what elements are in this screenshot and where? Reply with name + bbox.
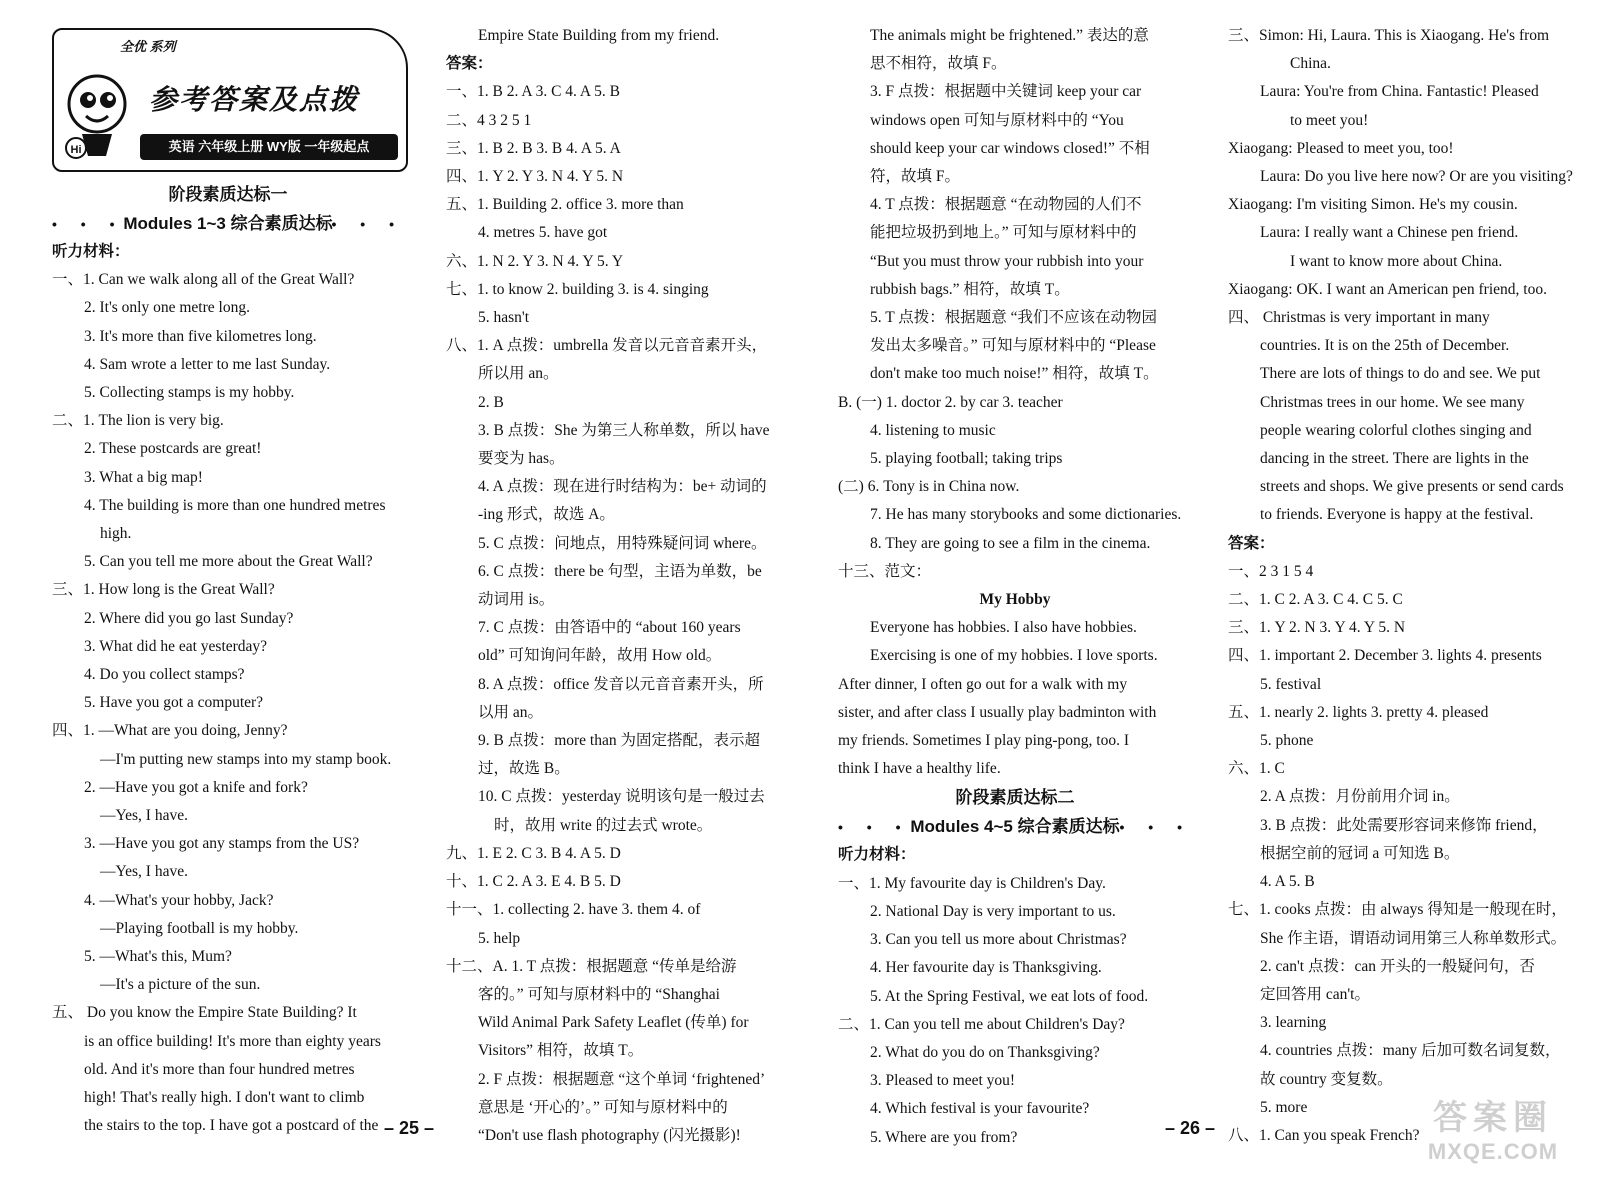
text-line: countries. It is on the 25th of December. bbox=[1260, 337, 1510, 355]
text-line: 5. Collecting stamps is my hobby. bbox=[84, 384, 295, 402]
text-line: 5. festival bbox=[1260, 675, 1322, 693]
text-line: 4. A 5. B bbox=[1260, 873, 1315, 891]
decor-dots: • • • bbox=[52, 216, 125, 232]
text-line: 阶段素质达标二 bbox=[955, 788, 1075, 808]
text-line: —I'm putting new stamps into my stamp book. bbox=[100, 750, 392, 768]
text-line: —It's a picture of the sun. bbox=[100, 976, 261, 994]
text-line: 5. At the Spring Festival, we eat lots of food. bbox=[870, 987, 1149, 1005]
text-line: 5. T 点拨：根据题意 “我们不应该在动物园 bbox=[870, 309, 1158, 327]
text-line: my friends. Sometimes I play ping-pong, too. I bbox=[838, 732, 1130, 750]
text-line: 4. Her favourite day is Thanksgiving. bbox=[870, 959, 1102, 977]
text-line: After dinner, I often go out for a walk with my bbox=[838, 675, 1128, 693]
text-line: -ing 形式，故选 A。 bbox=[478, 506, 615, 524]
text-line: 答案： bbox=[446, 55, 493, 73]
text-line: 5. Have you got a computer? bbox=[84, 694, 264, 712]
watermark bbox=[1408, 1090, 1578, 1190]
text-line: 一、1. My favourite day is Children's Day. bbox=[838, 874, 1106, 892]
text-line: 十三、范文： bbox=[838, 562, 932, 580]
text-line: 二、4 3 2 5 1 bbox=[446, 111, 532, 129]
text-line: —Playing football is my hobby. bbox=[100, 919, 299, 937]
hi-mascot-icon bbox=[62, 64, 132, 160]
text-line: 3. It's more than five kilometres long. bbox=[84, 327, 317, 345]
text-line: 二、1. C 2. A 3. C 4. C 5. C bbox=[1228, 591, 1403, 609]
text-line: “Don't use flash photography (闪光摄影)! bbox=[478, 1126, 741, 1144]
text-line: Xiaogang: Pleased to meet you, too! bbox=[1228, 139, 1454, 157]
text-line: to meet you! bbox=[1290, 111, 1369, 129]
text-line: rubbish bags.” 相符，故填 T。 bbox=[870, 280, 1070, 298]
text-line: don't make too much noise!” 相符，故填 T。 bbox=[870, 365, 1159, 383]
text-line: Xiaogang: I'm visiting Simon. He's my cousin. bbox=[1228, 196, 1518, 214]
text-line: 3. Pleased to meet you! bbox=[870, 1072, 1016, 1090]
text-line: 六、1. C bbox=[1228, 760, 1285, 778]
decor-dots: • • • bbox=[1119, 819, 1192, 836]
text-line: There are lots of things to do and see. We put bbox=[1260, 365, 1541, 383]
text-line: —Yes, I have. bbox=[100, 863, 188, 881]
text-line: high! That's really high. I don't want to climb bbox=[84, 1089, 365, 1107]
text-line: 思不相符，故填 F。 bbox=[870, 55, 1007, 73]
text-line: 故 country 变复数。 bbox=[1260, 1070, 1393, 1088]
text-line: 4. Do you collect stamps? bbox=[84, 666, 245, 684]
text-line: is an office building! It's more than eighty years bbox=[84, 1032, 381, 1050]
text-line: 2. It's only one metre long. bbox=[84, 299, 250, 317]
text-line: old” 可知询问年龄，故用 How old。 bbox=[478, 647, 722, 665]
text-line: 3. —Have you got any stamps from the US? bbox=[84, 835, 360, 853]
text-line: Exercising is one of my hobbies. I love sports. bbox=[870, 647, 1158, 665]
logo-series-text: 全优 系列 bbox=[120, 39, 176, 54]
text-line: 4. T 点拨：根据题意 “在动物园的人们不 bbox=[870, 196, 1142, 214]
text-line: 三、1. Y 2. N 3. Y 4. Y 5. N bbox=[1228, 619, 1406, 637]
text-line: 符，故填 F。 bbox=[870, 168, 960, 186]
text-line bbox=[838, 813, 1192, 841]
text-line: 八、1. Can you speak French? bbox=[1228, 1126, 1420, 1144]
text-line: 一、1. Can we walk along all of the Great Wall? bbox=[52, 271, 355, 289]
decor-dots: • • • bbox=[838, 819, 911, 836]
text-line: 5. —What's this, Mum? bbox=[84, 948, 232, 966]
text-line: 五、1. nearly 2. lights 3. pretty 4. pleased bbox=[1228, 703, 1489, 721]
text-line: Empire State Building from my friend. bbox=[478, 27, 720, 44]
text-line: 七、1. cooks 点拨：由 always 得知是一般现在时， bbox=[1228, 901, 1567, 919]
text-line: 根据空前的冠词 a 可知选 B。 bbox=[1260, 844, 1460, 862]
text-line: 意思是 ‘开心的’。” 可知与原材料中的 bbox=[478, 1098, 728, 1116]
logo-title: 参考答案及点拨 bbox=[149, 85, 360, 116]
text-line: dancing in the street. There are lights in the bbox=[1260, 450, 1529, 468]
text-line: 二、1. The lion is very big. bbox=[52, 412, 224, 430]
text-line: think I have a healthy life. bbox=[838, 760, 1001, 778]
text-line: 七、1. to know 2. building 3. is 4. singing bbox=[446, 280, 709, 298]
text-line: windows open 可知与原材料中的 “You bbox=[870, 111, 1124, 129]
text-line: Visitors” 相符，故填 T。 bbox=[478, 1042, 644, 1060]
text-line: 2. B bbox=[478, 393, 504, 411]
text-line: 3. F 点拨：根据题中关键词 keep your car bbox=[870, 83, 1142, 101]
text-line: Xiaogang: OK. I want an American pen friend, too. bbox=[1228, 280, 1547, 298]
text-line: 三、1. How long is the Great Wall? bbox=[52, 581, 275, 599]
text-line: 8. They are going to see a film in the cinema. bbox=[870, 534, 1151, 552]
text-line: 3. learning bbox=[1260, 1014, 1327, 1032]
logo-subtitle: 英语 六年级上册 WY版 一年级起点 bbox=[140, 134, 398, 160]
text-line: 四、 Christmas is very important in many bbox=[1228, 309, 1490, 327]
text-line: Laura: I really want a Chinese pen friend. bbox=[1260, 224, 1519, 242]
text-line: 3. B 点拨：She 为第三人称单数，所以 have bbox=[478, 421, 770, 439]
text-line: 6. C 点拨：there be 句型，主语为单数，be bbox=[478, 562, 762, 580]
text-line: 2. National Day is very important to us. bbox=[870, 902, 1116, 920]
text-line: 5. more bbox=[1260, 1098, 1308, 1116]
text-line: 10. C 点拨：yesterday 说明该句是一般过去 bbox=[478, 788, 765, 806]
text-line: 5. help bbox=[478, 929, 521, 947]
text-line: 2. F 点拨：根据题意 “这个单词 ‘frightened’ bbox=[478, 1070, 766, 1088]
text-line: 8. A 点拨：office 发音以元音音素开头，所 bbox=[478, 675, 764, 693]
text-line: people wearing colorful clothes singing and bbox=[1260, 421, 1532, 439]
text-line: 二、1. Can you tell me about Children's Day? bbox=[838, 1015, 1125, 1033]
column-3 bbox=[838, 22, 1192, 1152]
text-line: 要变为 has。 bbox=[478, 450, 565, 468]
text-line: 十一、1. collecting 2. have 3. them 4. of bbox=[446, 901, 701, 919]
page-number-right: – 26 – bbox=[1165, 1118, 1216, 1138]
section-subtitle: Modules 4~5 综合素质达标 bbox=[910, 817, 1120, 837]
text-line: Wild Animal Park Safety Leaflet (传单) for bbox=[478, 1014, 749, 1032]
text-line: 4. The building is more than one hundred metres bbox=[84, 496, 386, 514]
text-line: 5. Where are you from? bbox=[870, 1128, 1018, 1146]
text-line: 四、1. important 2. December 3. lights 4. presents bbox=[1228, 647, 1542, 665]
text-line: 5. playing football; taking trips bbox=[870, 450, 1063, 468]
text-line: 2. What do you do on Thanksgiving? bbox=[870, 1043, 1100, 1061]
text-line: to friends. Everyone is happy at the festival. bbox=[1260, 506, 1534, 524]
text-line: China. bbox=[1290, 55, 1331, 73]
text-line: 八、1. A 点拨：umbrella 发音以元音音素开头， bbox=[446, 337, 768, 355]
text-line: She 作主语，谓语动词用第三人称单数形式。 bbox=[1260, 929, 1567, 947]
text-line: 2. Where did you go last Sunday? bbox=[84, 609, 294, 627]
text-line bbox=[52, 210, 404, 238]
text-line: 5. hasn't bbox=[478, 309, 530, 327]
text-line: 4. Sam wrote a letter to me last Sunday. bbox=[84, 355, 331, 373]
text-line: old. And it's more than four hundred metres bbox=[84, 1060, 355, 1078]
text-line: 六、1. N 2. Y 3. N 4. Y 5. Y bbox=[446, 252, 624, 270]
text-line: 7. C 点拨：由答语中的 “about 160 years bbox=[478, 619, 741, 637]
text-line: B. (一) 1. doctor 2. by car 3. teacher bbox=[838, 393, 1063, 411]
text-line: 以用 an。 bbox=[478, 703, 544, 721]
text-line: 九、1. E 2. C 3. B 4. A 5. D bbox=[446, 844, 621, 862]
text-line: 5. phone bbox=[1260, 732, 1314, 750]
text-line: My Hobby bbox=[979, 591, 1051, 609]
text-line: 听力材料： bbox=[52, 243, 130, 260]
page-number-left: – 25 – bbox=[384, 1118, 435, 1138]
text-line: 3. B 点拨：此处需要形容词来修饰 friend， bbox=[1260, 816, 1548, 834]
text-line: 动词用 is。 bbox=[478, 591, 555, 609]
text-line: 4. listening to music bbox=[870, 421, 996, 439]
decor-dots: • • • bbox=[331, 216, 404, 232]
watermark-line-1: 答案圈 bbox=[1433, 1099, 1553, 1137]
text-line: 四、1. Y 2. Y 3. N 4. Y 5. N bbox=[446, 168, 624, 186]
text-line: I want to know more about China. bbox=[1290, 252, 1503, 270]
logo-banner bbox=[52, 28, 408, 172]
text-line: 4. —What's your hobby, Jack? bbox=[84, 891, 274, 909]
text-line: 定回答用 can't。 bbox=[1260, 985, 1370, 1003]
text-line: —Yes, I have. bbox=[100, 807, 188, 825]
text-line: 3. What a big map! bbox=[84, 468, 203, 486]
text-line: the stairs to the top. I have got a postcard of the bbox=[84, 1117, 379, 1135]
section-subtitle: Modules 1~3 综合素质达标 bbox=[123, 214, 333, 233]
text-line: “But you must throw your rubbish into your bbox=[870, 252, 1144, 270]
text-line: 4. A 点拨：现在进行时结构为：be+ 动词的 bbox=[478, 478, 767, 496]
text-line: 三、Simon: Hi, Laura. This is Xiaogang. He's from bbox=[1228, 27, 1550, 44]
text-line: Christmas trees in our home. We see many bbox=[1260, 393, 1525, 411]
text-line: 发出太多噪音。” 可知与原材料中的 “Please bbox=[870, 337, 1156, 355]
text-line: 五、 Do you know the Empire State Building? It bbox=[52, 1004, 357, 1022]
text-line: 能把垃圾扔到地上。” 可知与原材料中的 bbox=[870, 224, 1137, 242]
watermark-line-2: MXQE.COM bbox=[1427, 1139, 1559, 1164]
text-line: 4. Which festival is your favourite? bbox=[870, 1100, 1090, 1118]
text-line: 三、1. B 2. B 3. B 4. A 5. A bbox=[446, 139, 621, 157]
text-line: 时，故用 write 的过去式 wrote。 bbox=[494, 816, 713, 834]
text-line: 一、2 3 1 5 4 bbox=[1228, 562, 1314, 580]
text-line: 2. These postcards are great! bbox=[84, 440, 262, 458]
text-line: 5. C 点拨：问地点，用特殊疑问词 where。 bbox=[478, 534, 767, 552]
text-line: (二) 6. Tony is in China now. bbox=[838, 478, 1020, 496]
text-line: 过，故选 B。 bbox=[478, 760, 570, 778]
text-line: Laura: You're from China. Fantastic! Pleased bbox=[1260, 83, 1539, 101]
text-line: Laura: Do you live here now? Or are you visiting? bbox=[1260, 168, 1573, 186]
text-line: 四、1. —What are you doing, Jenny? bbox=[52, 722, 288, 740]
text-line: 2. —Have you got a knife and fork? bbox=[84, 778, 308, 796]
text-line: 4. countries 点拨：many 后加可数名词复数， bbox=[1260, 1042, 1561, 1060]
text-line: streets and shops. We give presents or send cards bbox=[1260, 478, 1564, 496]
text-line: should keep your car windows closed!” 不相 bbox=[870, 139, 1150, 157]
column-4 bbox=[1228, 22, 1580, 1150]
text-line: 7. He has many storybooks and some dictionaries. bbox=[870, 506, 1182, 524]
text-line: high. bbox=[100, 525, 132, 543]
text-line: 2. can't 点拨：can 开头的一般疑问句，否 bbox=[1260, 957, 1535, 975]
text-line: 阶段素质达标一 bbox=[168, 185, 288, 204]
text-line: 3. What did he eat yesterday? bbox=[84, 637, 268, 655]
text-line: The animals might be frightened.” 表达的意 bbox=[870, 27, 1149, 44]
text-line: 客的。” 可知与原材料中的 “Shanghai bbox=[478, 985, 720, 1003]
text-line: 十、1. C 2. A 3. E 4. B 5. D bbox=[446, 873, 621, 891]
text-line: 4. metres 5. have got bbox=[478, 224, 608, 242]
text-line: 听力材料： bbox=[838, 846, 916, 864]
text-line: 五、1. Building 2. office 3. more than bbox=[446, 196, 684, 214]
text-line: 所以用 an。 bbox=[478, 365, 559, 383]
text-line: 5. Can you tell me more about the Great Wall? bbox=[84, 553, 373, 571]
text-line: Everyone has hobbies. I also have hobbies. bbox=[870, 619, 1137, 637]
svg-text:Hi: Hi bbox=[70, 144, 82, 156]
column-1 bbox=[52, 180, 404, 1141]
text-line: 9. B 点拨：more than 为固定搭配，表示超 bbox=[478, 732, 760, 750]
text-line: 3. Can you tell us more about Christmas? bbox=[870, 931, 1127, 949]
text-line: sister, and after class I usually play badminton with bbox=[838, 703, 1157, 721]
column-2 bbox=[446, 22, 800, 1150]
text-line: 一、1. B 2. A 3. C 4. A 5. B bbox=[446, 83, 620, 101]
text-line: 2. A 点拨：月份前用介词 in。 bbox=[1260, 788, 1460, 806]
text-line: 答案： bbox=[1228, 534, 1275, 552]
text-line: 十二、A. 1. T 点拨：根据题意 “传单是给游 bbox=[446, 957, 737, 975]
